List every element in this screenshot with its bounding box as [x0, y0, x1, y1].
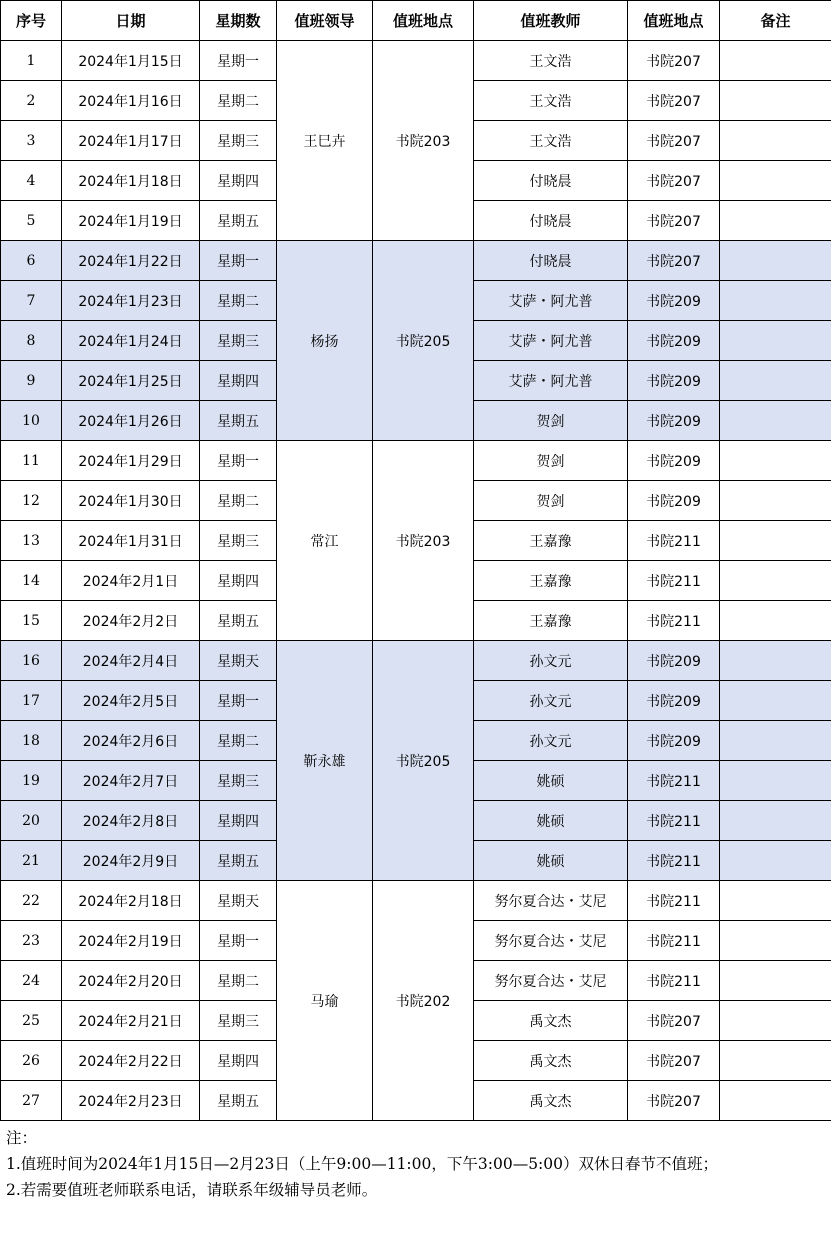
cell-date: 2024年2月7日 — [62, 761, 200, 801]
cell-seq: 5 — [1, 201, 62, 241]
note-line-1: 1.值班时间为2024年1月15日—2月23日（上午9:00—11:00，下午3:00—5:00）双休日春节不值班； — [6, 1155, 718, 1173]
cell-teacher-location: 书院207 — [628, 121, 720, 161]
cell-leader-location: 书院202 — [373, 881, 474, 1121]
cell-teacher: 姚硕 — [474, 841, 628, 881]
cell-date: 2024年2月4日 — [62, 641, 200, 681]
cell-teacher-location: 书院211 — [628, 561, 720, 601]
cell-seq: 12 — [1, 481, 62, 521]
cell-seq: 23 — [1, 921, 62, 961]
cell-teacher: 王嘉豫 — [474, 561, 628, 601]
table-row — [1, 881, 831, 921]
header-weekday: 星期数 — [200, 1, 277, 41]
cell-date: 2024年1月17日 — [62, 121, 200, 161]
cell-date: 2024年2月6日 — [62, 721, 200, 761]
cell-teacher: 艾萨・阿尤普 — [474, 361, 628, 401]
cell-teacher-location: 书院211 — [628, 601, 720, 641]
cell-seq: 26 — [1, 1041, 62, 1081]
cell-note — [720, 161, 831, 201]
cell-note — [720, 881, 831, 921]
cell-leader: 马瑜 — [277, 881, 373, 1121]
cell-weekday: 星期三 — [200, 321, 277, 361]
cell-date: 2024年2月9日 — [62, 841, 200, 881]
cell-note — [720, 1041, 831, 1081]
cell-teacher: 孙文元 — [474, 641, 628, 681]
cell-teacher-location: 书院209 — [628, 321, 720, 361]
cell-teacher: 付晓晨 — [474, 201, 628, 241]
cell-weekday: 星期五 — [200, 201, 277, 241]
cell-note — [720, 281, 831, 321]
cell-seq: 13 — [1, 521, 62, 561]
cell-teacher: 孙文元 — [474, 721, 628, 761]
cell-seq: 3 — [1, 121, 62, 161]
cell-weekday: 星期四 — [200, 361, 277, 401]
cell-note — [720, 121, 831, 161]
cell-teacher-location: 书院207 — [628, 1041, 720, 1081]
cell-weekday: 星期四 — [200, 161, 277, 201]
header-teacher-location: 值班地点 — [628, 1, 720, 41]
cell-weekday: 星期二 — [200, 81, 277, 121]
cell-seq: 25 — [1, 1001, 62, 1041]
cell-teacher: 贺剑 — [474, 481, 628, 521]
cell-note — [720, 321, 831, 361]
cell-date: 2024年1月18日 — [62, 161, 200, 201]
header-date: 日期 — [62, 1, 200, 41]
cell-seq: 2 — [1, 81, 62, 121]
cell-weekday: 星期二 — [200, 961, 277, 1001]
cell-note — [720, 561, 831, 601]
cell-teacher-location: 书院207 — [628, 241, 720, 281]
cell-date: 2024年1月24日 — [62, 321, 200, 361]
notes-section — [0, 1121, 831, 1234]
cell-date: 2024年2月20日 — [62, 961, 200, 1001]
cell-teacher: 禹文杰 — [474, 1001, 628, 1041]
cell-note — [720, 441, 831, 481]
cell-weekday: 星期三 — [200, 121, 277, 161]
cell-note — [720, 841, 831, 881]
cell-teacher-location: 书院207 — [628, 1001, 720, 1041]
cell-teacher: 王文浩 — [474, 121, 628, 161]
cell-teacher: 姚硕 — [474, 761, 628, 801]
cell-weekday: 星期五 — [200, 841, 277, 881]
header-row — [1, 1, 831, 41]
cell-teacher-location: 书院211 — [628, 881, 720, 921]
cell-leader: 杨扬 — [277, 241, 373, 441]
cell-date: 2024年2月19日 — [62, 921, 200, 961]
cell-seq: 16 — [1, 641, 62, 681]
cell-seq: 21 — [1, 841, 62, 881]
cell-teacher-location: 书院209 — [628, 481, 720, 521]
cell-teacher-location: 书院209 — [628, 281, 720, 321]
cell-teacher: 付晓晨 — [474, 161, 628, 201]
roster-body — [1, 41, 831, 1121]
cell-weekday: 星期三 — [200, 761, 277, 801]
cell-teacher: 努尔夏合达・艾尼 — [474, 921, 628, 961]
cell-teacher: 孙文元 — [474, 681, 628, 721]
cell-note — [720, 401, 831, 441]
cell-seq: 6 — [1, 241, 62, 281]
cell-weekday: 星期四 — [200, 801, 277, 841]
header-leader-location: 值班地点 — [373, 1, 474, 41]
cell-teacher-location: 书院207 — [628, 41, 720, 81]
cell-leader: 王巳卉 — [277, 41, 373, 241]
cell-date: 2024年2月8日 — [62, 801, 200, 841]
table-row — [1, 641, 831, 681]
cell-leader: 常江 — [277, 441, 373, 641]
cell-note — [720, 521, 831, 561]
cell-date: 2024年1月22日 — [62, 241, 200, 281]
header-seq: 序号 — [1, 1, 62, 41]
header-leader: 值班领导 — [277, 1, 373, 41]
cell-note — [720, 1081, 831, 1121]
cell-date: 2024年1月30日 — [62, 481, 200, 521]
cell-teacher-location: 书院211 — [628, 761, 720, 801]
cell-teacher-location: 书院209 — [628, 441, 720, 481]
cell-teacher: 王嘉豫 — [474, 601, 628, 641]
cell-weekday: 星期二 — [200, 281, 277, 321]
cell-teacher-location: 书院209 — [628, 401, 720, 441]
cell-seq: 22 — [1, 881, 62, 921]
cell-weekday: 星期三 — [200, 521, 277, 561]
cell-teacher-location: 书院211 — [628, 921, 720, 961]
table-row — [1, 441, 831, 481]
cell-teacher-location: 书院211 — [628, 521, 720, 561]
cell-seq: 4 — [1, 161, 62, 201]
cell-weekday: 星期二 — [200, 481, 277, 521]
cell-teacher: 姚硕 — [474, 801, 628, 841]
cell-teacher: 努尔夏合达・艾尼 — [474, 961, 628, 1001]
cell-date: 2024年1月26日 — [62, 401, 200, 441]
cell-teacher: 禹文杰 — [474, 1081, 628, 1121]
cell-note — [720, 41, 831, 81]
cell-date: 2024年2月22日 — [62, 1041, 200, 1081]
cell-date: 2024年1月31日 — [62, 521, 200, 561]
cell-weekday: 星期五 — [200, 601, 277, 641]
cell-weekday: 星期天 — [200, 881, 277, 921]
header-note: 备注 — [720, 1, 831, 41]
cell-teacher-location: 书院211 — [628, 961, 720, 1001]
cell-note — [720, 921, 831, 961]
cell-seq: 9 — [1, 361, 62, 401]
cell-seq: 18 — [1, 721, 62, 761]
cell-date: 2024年1月29日 — [62, 441, 200, 481]
cell-seq: 15 — [1, 601, 62, 641]
cell-weekday: 星期一 — [200, 921, 277, 961]
cell-teacher-location: 书院207 — [628, 81, 720, 121]
cell-teacher: 贺剑 — [474, 401, 628, 441]
cell-seq: 17 — [1, 681, 62, 721]
cell-teacher-location: 书院211 — [628, 801, 720, 841]
cell-seq: 27 — [1, 1081, 62, 1121]
cell-teacher: 王文浩 — [474, 41, 628, 81]
cell-date: 2024年2月23日 — [62, 1081, 200, 1121]
cell-seq: 11 — [1, 441, 62, 481]
cell-date: 2024年1月23日 — [62, 281, 200, 321]
cell-teacher-location: 书院209 — [628, 641, 720, 681]
cell-teacher-location: 书院209 — [628, 361, 720, 401]
cell-date: 2024年2月5日 — [62, 681, 200, 721]
cell-seq: 1 — [1, 41, 62, 81]
cell-weekday: 星期五 — [200, 1081, 277, 1121]
cell-seq: 14 — [1, 561, 62, 601]
cell-date: 2024年2月21日 — [62, 1001, 200, 1041]
cell-teacher: 艾萨・阿尤普 — [474, 281, 628, 321]
cell-teacher-location: 书院207 — [628, 1081, 720, 1121]
cell-weekday: 星期五 — [200, 401, 277, 441]
cell-note — [720, 81, 831, 121]
table-row — [1, 241, 831, 281]
cell-date: 2024年1月19日 — [62, 201, 200, 241]
cell-teacher-location: 书院211 — [628, 841, 720, 881]
cell-leader-location: 书院203 — [373, 441, 474, 641]
cell-note — [720, 201, 831, 241]
cell-note — [720, 481, 831, 521]
cell-note — [720, 361, 831, 401]
cell-weekday: 星期一 — [200, 681, 277, 721]
cell-date: 2024年1月15日 — [62, 41, 200, 81]
cell-teacher: 付晓晨 — [474, 241, 628, 281]
cell-date: 2024年1月25日 — [62, 361, 200, 401]
cell-teacher: 王文浩 — [474, 81, 628, 121]
cell-weekday: 星期二 — [200, 721, 277, 761]
cell-seq: 8 — [1, 321, 62, 361]
cell-leader-location: 书院203 — [373, 41, 474, 241]
notes-heading: 注： — [6, 1129, 38, 1147]
cell-teacher: 努尔夏合达・艾尼 — [474, 881, 628, 921]
cell-weekday: 星期一 — [200, 41, 277, 81]
table-row — [1, 41, 831, 81]
cell-weekday: 星期一 — [200, 241, 277, 281]
cell-date: 2024年2月1日 — [62, 561, 200, 601]
cell-weekday: 星期四 — [200, 561, 277, 601]
cell-teacher: 王嘉豫 — [474, 521, 628, 561]
cell-seq: 10 — [1, 401, 62, 441]
cell-teacher-location: 书院207 — [628, 161, 720, 201]
cell-teacher: 贺剑 — [474, 441, 628, 481]
cell-teacher-location: 书院209 — [628, 681, 720, 721]
cell-note — [720, 241, 831, 281]
cell-date: 2024年2月18日 — [62, 881, 200, 921]
cell-note — [720, 721, 831, 761]
cell-note — [720, 681, 831, 721]
cell-seq: 19 — [1, 761, 62, 801]
cell-leader-location: 书院205 — [373, 641, 474, 881]
cell-teacher-location: 书院207 — [628, 201, 720, 241]
header-teacher: 值班教师 — [474, 1, 628, 41]
cell-date: 2024年1月16日 — [62, 81, 200, 121]
cell-teacher-location: 书院209 — [628, 721, 720, 761]
cell-seq: 7 — [1, 281, 62, 321]
cell-note — [720, 1001, 831, 1041]
cell-weekday: 星期天 — [200, 641, 277, 681]
cell-weekday: 星期一 — [200, 441, 277, 481]
cell-date: 2024年2月2日 — [62, 601, 200, 641]
note-line-2: 2.若需要值班老师联系电话，请联系年级辅导员老师。 — [6, 1181, 378, 1199]
cell-leader-location: 书院205 — [373, 241, 474, 441]
cell-note — [720, 601, 831, 641]
cell-seq: 24 — [1, 961, 62, 1001]
cell-teacher: 艾萨・阿尤普 — [474, 321, 628, 361]
cell-weekday: 星期四 — [200, 1041, 277, 1081]
cell-note — [720, 961, 831, 1001]
cell-teacher: 禹文杰 — [474, 1041, 628, 1081]
cell-note — [720, 761, 831, 801]
cell-note — [720, 801, 831, 841]
cell-seq: 20 — [1, 801, 62, 841]
cell-weekday: 星期三 — [200, 1001, 277, 1041]
cell-note — [720, 641, 831, 681]
cell-leader: 靳永雄 — [277, 641, 373, 881]
